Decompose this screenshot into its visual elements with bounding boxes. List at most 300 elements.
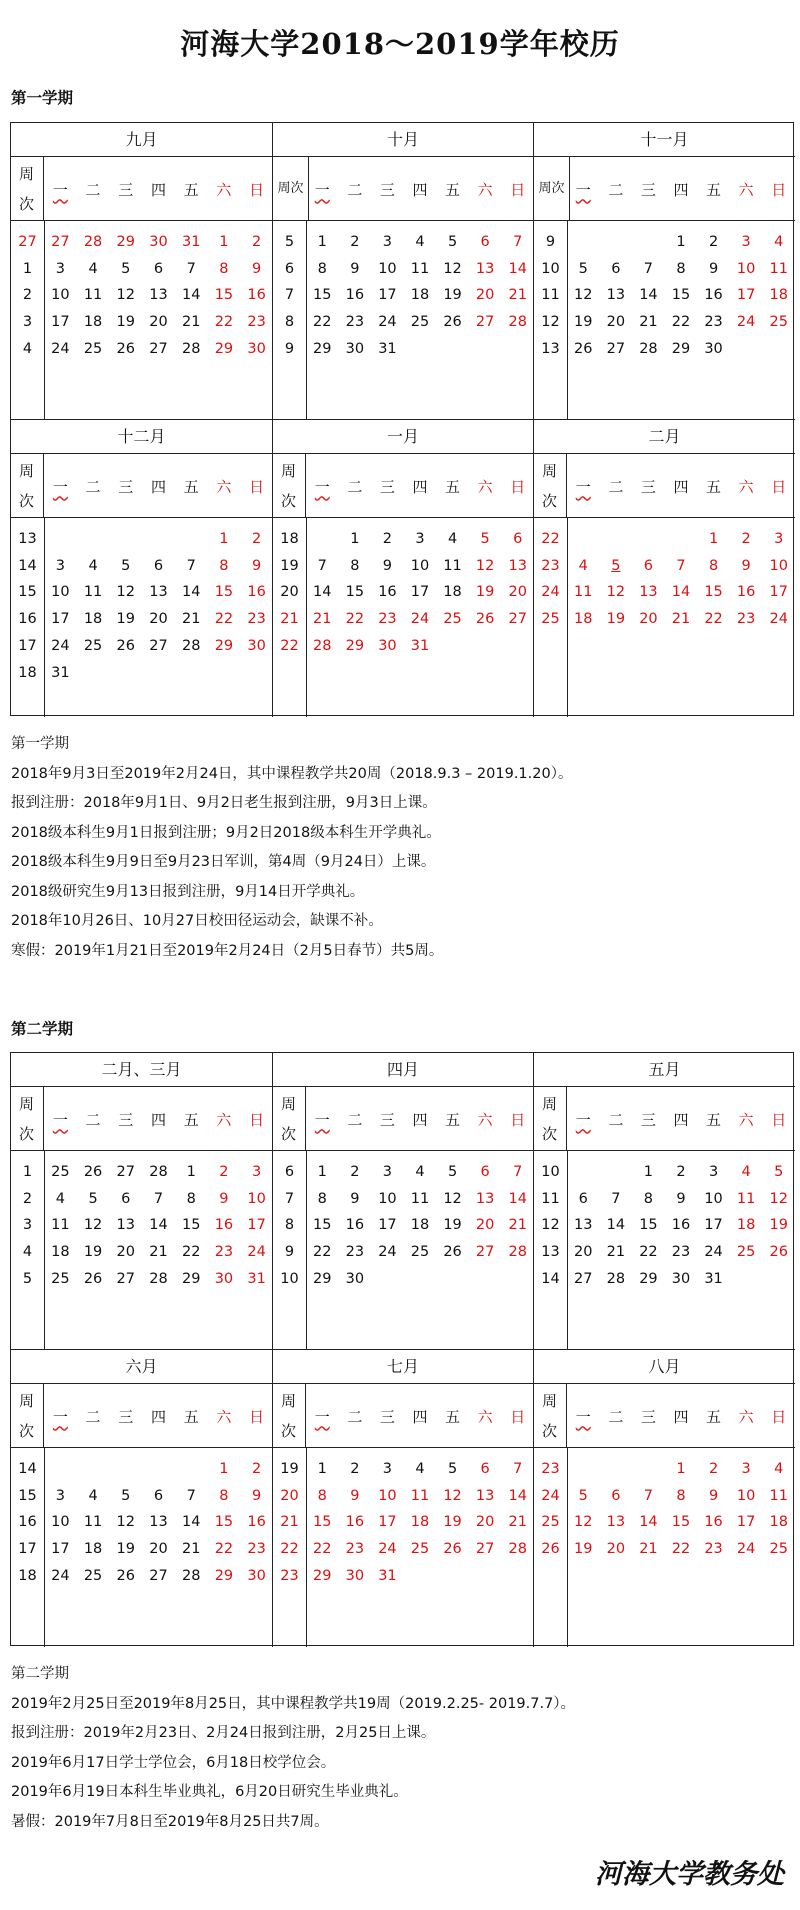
weekday-label [436,454,469,518]
day-cell: 24 [51,1567,70,1584]
weekday-text: 四 [150,1407,166,1426]
weekday-label [109,454,142,518]
day-cell: 20 [475,287,495,304]
day-cell: 28 [606,1270,626,1287]
day-cell: 2 [350,1461,360,1477]
week-number: 18 [18,664,37,681]
day-cell: 10 [51,287,70,304]
note-line: 报到注册：2019年2月23日、2月24日报到注册，2月25日上课。 [11,1725,436,1741]
day-cell: 20 [149,1541,168,1558]
day-cell: 23 [671,1244,691,1261]
day-cell: 15 [313,287,332,304]
weekday-label [501,1087,534,1151]
day-cell: 23 [247,611,266,628]
day-cell: 27 [149,1567,168,1584]
day-cell: 11 [769,1487,788,1504]
day-cell: 7 [153,1190,164,1207]
week-number: 15 [18,584,37,601]
weekday-text: 六 [738,477,754,496]
weekday-label [762,157,795,221]
day-cell: 18 [769,1514,788,1531]
day-cell: 14 [671,584,691,601]
day-cell: 8 [676,260,686,277]
day-cell: 6 [153,260,164,277]
day-cell: 21 [606,1244,626,1261]
day-cell: 27 [51,234,70,250]
day-cell: 17 [247,1217,266,1234]
day-cell: 8 [186,1190,196,1207]
day-cell: 15 [345,584,365,601]
day-cell: 21 [313,611,332,628]
day-cell: 11 [410,260,430,277]
day-cell: 4 [55,1190,65,1207]
day-cell: 6 [480,234,490,250]
weekday-text: 四 [412,477,428,496]
day-cell: 31 [704,1270,723,1287]
day-cell: 27 [475,1541,495,1558]
day-cell: 9 [219,1190,229,1207]
day-cell: 3 [741,1461,751,1477]
month-name: 七月 [273,1350,533,1384]
day-cell: 2 [350,1164,360,1180]
week-number: 27 [18,234,37,250]
weekday-text: 三 [640,180,656,199]
weekday-text: 六 [477,1407,493,1426]
day-cell: 13 [574,1217,593,1234]
week-number: 23 [541,557,560,574]
day-cell: 21 [149,1244,168,1261]
day-cell: 2 [708,1461,719,1477]
weekday-label [730,1087,763,1151]
weekday-text: 四 [673,180,689,199]
day-cell: 19 [574,314,593,331]
day-cell: 9 [350,1487,360,1504]
day-cell: 28 [181,637,201,654]
weekday-label [109,157,142,221]
weekday-label [142,1087,175,1151]
day-cell: 6 [611,1487,621,1504]
day-cell: 19 [574,1541,593,1558]
day-cell: 3 [55,260,65,277]
day-cell: 26 [116,637,135,654]
weekday-label [306,1087,339,1151]
day-cell: 28 [149,1164,168,1180]
weekday-label [469,157,502,221]
day-cell: 13 [475,1487,495,1504]
weekday-label [77,1087,110,1151]
weekday-text: 三 [118,180,134,199]
weekday-label [109,1087,142,1151]
day-cell: 13 [508,557,527,574]
day-cell: 16 [247,287,266,304]
day-cell: 13 [475,1190,495,1207]
note-line: 第二学期 [11,1666,69,1682]
day-cell: 11 [736,1190,756,1207]
day-cell: 11 [83,287,103,304]
day-cell: 4 [447,531,458,547]
weekday-label [44,1384,77,1448]
note-line: 寒假：2019年1月21日至2019年2月24日（2月5日春节）共5周。 [11,942,444,959]
weekday-text: 一 [314,1407,330,1426]
month-name: 十一月 [534,123,795,157]
day-cell: 2 [252,531,262,547]
weekday-label [697,1087,730,1151]
weekday-text: 六 [738,1407,754,1426]
week-number-header: 周次 [11,454,44,518]
weekday-label [600,1087,633,1151]
day-cell: 26 [116,1567,135,1584]
day-cell: 12 [475,557,495,574]
day-cell: 4 [415,234,425,250]
day-cell: 25 [736,1244,756,1261]
weekday-text: 六 [216,477,232,496]
day-cell: 30 [345,340,365,357]
day-cell: 10 [736,1487,756,1504]
week-number: 17 [18,637,37,654]
weekday-label [142,454,175,518]
week-number: 20 [280,1487,299,1504]
weekday-text: 日 [249,1407,265,1426]
day-cell: 27 [116,1270,135,1287]
day-cell: 10 [378,260,397,277]
day-cell: 24 [378,314,397,331]
day-cell: 8 [219,557,229,574]
day-cell: 16 [345,1217,365,1234]
day-cell: 14 [508,1487,527,1504]
day-cell: 13 [149,287,168,304]
day-cell: 16 [247,584,266,601]
day-cell: 11 [574,584,593,601]
day-cell: 14 [313,584,332,601]
weekday-label [240,157,273,221]
day-cell: 28 [639,340,658,357]
week-number: 16 [18,1514,37,1531]
weekday-text: 一 [575,180,591,199]
week-number: 16 [18,611,37,628]
day-cell: 17 [704,1217,723,1234]
weekday-text: 日 [510,180,526,199]
day-cell: 21 [181,1541,201,1558]
day-cell: 15 [181,1217,201,1234]
day-cell: 10 [378,1190,397,1207]
day-cell: 23 [247,314,266,331]
day-cell: 29 [313,1270,332,1287]
week-number: 10 [541,1164,560,1180]
day-cell: 5 [611,557,621,574]
day-cell: 31 [181,234,201,250]
weekday-label [306,157,339,221]
day-cell: 29 [214,340,234,357]
month-calendar [273,123,534,420]
day-cell: 22 [181,1244,201,1261]
day-cell: 17 [378,1514,397,1531]
weekday-label [469,454,502,518]
weekday-label [175,1384,208,1448]
day-cell: 1 [708,531,719,547]
day-cell: 13 [606,287,626,304]
day-cell: 3 [774,531,784,547]
weekday-label [697,454,730,518]
weekday-label [501,1384,534,1448]
weekday-header-row [273,157,533,221]
week-number: 9 [545,234,556,250]
weekday-label [371,454,404,518]
weekday-label [339,157,372,221]
day-cell: 9 [741,557,751,574]
week-number: 6 [284,1164,295,1180]
weekday-label [436,1384,469,1448]
weekday-header-row [11,1384,272,1448]
day-cell: 3 [252,1164,262,1180]
day-cell: 9 [252,557,262,574]
day-cell: 23 [704,314,723,331]
weekday-label [208,1384,241,1448]
day-cell: 17 [51,1541,70,1558]
day-cell: 23 [378,611,397,628]
day-cell: 22 [313,314,332,331]
weekday-text: 六 [216,1407,232,1426]
week-number: 9 [284,1244,295,1261]
weekday-text: 五 [445,180,461,199]
weekday-text: 一 [52,1407,68,1426]
day-cell: 17 [736,1514,756,1531]
day-cell: 12 [574,287,593,304]
weekday-label [44,454,77,518]
week-number: 14 [18,557,37,574]
day-cell: 24 [704,1244,723,1261]
day-cell: 25 [769,1541,788,1558]
weekday-label [665,157,698,221]
semester-1-calendar-grid [10,122,794,716]
day-cell: 12 [116,287,135,304]
day-cell: 23 [247,1541,266,1558]
weekday-text: 二 [608,1407,624,1426]
day-cell: 11 [410,1487,430,1504]
day-cell: 25 [51,1270,70,1287]
day-cell: 25 [769,314,788,331]
week-number-header: 周次 [534,1087,567,1151]
weekday-label [371,1087,404,1151]
week-number: 17 [18,1541,37,1558]
weekday-text: 六 [216,1110,232,1129]
week-number: 13 [541,340,560,357]
day-cell: 17 [410,584,430,601]
note-line: 2018级本科生9月9日至9月23日军训，第4周（9月24日）上课。 [11,854,436,870]
month-calendar [534,1350,795,1647]
weekday-header-row [534,1384,795,1448]
day-cell: 5 [121,260,131,277]
weekday-text: 一 [575,477,591,496]
day-cell: 7 [676,557,686,574]
day-cell: 25 [83,1567,103,1584]
week-number-header: 周次 [11,1087,44,1151]
weekday-text: 三 [379,1110,395,1129]
day-cell: 29 [313,1567,332,1584]
day-cell: 19 [116,314,135,331]
day-cell: 17 [769,584,788,601]
day-cell: 18 [769,287,788,304]
week-number: 1 [22,1164,33,1180]
weekday-text: 一 [575,1407,591,1426]
day-cell: 4 [88,557,98,574]
weekday-label [339,1087,372,1151]
day-cell: 3 [382,234,393,250]
day-cell: 30 [149,234,168,250]
week-number: 11 [541,287,560,304]
day-cell: 12 [443,1190,462,1207]
month-name: 八月 [534,1350,795,1384]
weekday-label [404,1087,437,1151]
day-cell: 4 [88,260,98,277]
week-number: 25 [541,611,560,628]
weekday-label [632,157,665,221]
day-cell: 24 [247,1244,266,1261]
note-line: 2018年9月3日至2019年2月24日，其中课程教学共20周（2018.9.3 – 2019.1.20）。 [11,765,573,782]
weekday-text: 一 [314,1110,330,1129]
month-name: 十月 [273,123,533,157]
weekday-text: 五 [445,1407,461,1426]
weekday-text: 六 [477,477,493,496]
weekday-label [501,157,534,221]
day-cell: 8 [317,260,327,277]
day-cell: 11 [443,557,462,574]
weekday-label [600,1384,633,1448]
day-cell: 9 [350,260,360,277]
day-cell: 28 [149,1270,168,1287]
weekday-label [306,1384,339,1448]
day-cell: 25 [410,314,430,331]
weekday-text: 三 [640,477,656,496]
day-cell: 5 [774,1164,784,1180]
day-cell: 29 [116,234,135,250]
day-cell: 23 [736,611,756,628]
weekday-text: 二 [347,1110,363,1129]
week-number: 2 [22,287,33,304]
weekday-text: 日 [510,477,526,496]
day-cell: 15 [639,1217,658,1234]
day-cell: 18 [51,1244,70,1261]
weekday-label [567,1384,600,1448]
week-number: 3 [22,1217,33,1234]
weekday-label [600,454,633,518]
weekday-header-row [534,454,795,518]
weekday-header-row [273,1384,533,1448]
day-cell: 5 [447,1164,458,1180]
weekday-text: 日 [249,477,265,496]
day-cell: 7 [643,260,654,277]
day-cell: 19 [475,584,495,601]
day-cell: 21 [639,1541,658,1558]
day-cell: 12 [606,584,626,601]
day-cell: 25 [410,1244,430,1261]
week-number: 21 [280,611,299,628]
day-cell: 30 [671,1270,691,1287]
day-cell: 17 [736,287,756,304]
week-number: 4 [22,340,33,357]
day-cell: 19 [116,1541,135,1558]
day-cell: 4 [741,1164,751,1180]
day-cell: 7 [643,1487,654,1504]
weekday-text: 五 [706,1110,722,1129]
day-cell: 17 [378,287,397,304]
week-number-header: 周次 [273,1087,306,1151]
weekday-label [762,1384,795,1448]
day-cell: 9 [350,1190,360,1207]
day-cell: 15 [671,1514,691,1531]
weekday-label [730,157,763,221]
weekday-label [109,1384,142,1448]
weekday-text: 二 [347,477,363,496]
day-cell: 16 [247,1514,266,1531]
day-cell: 6 [643,557,654,574]
day-cell: 23 [345,314,365,331]
week-number: 13 [541,1244,560,1261]
day-cell: 12 [574,1514,593,1531]
week-number: 23 [280,1567,299,1584]
day-cell: 13 [639,584,658,601]
day-cell: 8 [708,557,719,574]
week-number: 26 [541,1541,560,1558]
note-line: 2018级研究生9月13日报到注册，9月14日开学典礼。 [11,883,365,900]
week-number: 13 [18,531,37,547]
day-cell: 1 [350,531,360,547]
weekday-text: 五 [183,1110,199,1129]
day-cell: 1 [186,1164,196,1180]
weekday-header-row [273,454,533,518]
day-cell: 26 [769,1244,788,1261]
day-cell: 9 [252,260,262,277]
day-cell: 14 [639,287,658,304]
day-cell: 21 [181,314,201,331]
day-cell: 1 [317,1461,327,1477]
day-cell: 3 [55,1487,65,1504]
day-cell: 7 [513,1164,523,1180]
week-number: 19 [280,557,299,574]
day-cell: 14 [639,1514,658,1531]
month-calendar [534,420,795,717]
month-name: 一月 [273,420,533,454]
day-cell: 6 [513,531,523,547]
month-name: 五月 [534,1053,795,1087]
day-cell: 28 [313,637,332,654]
day-cell: 6 [121,1190,131,1207]
weekday-text: 二 [85,1407,101,1426]
month-calendar [273,1053,534,1350]
day-cell: 5 [447,234,458,250]
day-cell: 29 [639,1270,658,1287]
week-number-header: 周次 [534,1384,567,1448]
week-number: 10 [541,260,560,277]
weekday-label [762,454,795,518]
day-cell: 12 [443,1487,462,1504]
day-cell: 5 [121,557,131,574]
weekday-text: 六 [738,1110,754,1129]
day-cell: 25 [410,1541,430,1558]
day-cell: 30 [247,340,266,357]
day-cell: 20 [149,611,168,628]
week-number: 21 [280,1514,299,1531]
day-cell: 26 [116,340,135,357]
day-cell: 19 [116,611,135,628]
day-cell: 15 [214,287,234,304]
day-cell: 14 [181,287,201,304]
day-cell: 26 [443,314,462,331]
weekday-text: 二 [347,180,363,199]
day-cell: 22 [214,1541,234,1558]
weekday-text: 日 [510,1407,526,1426]
week-number: 18 [18,1567,37,1584]
day-cell: 21 [639,314,658,331]
